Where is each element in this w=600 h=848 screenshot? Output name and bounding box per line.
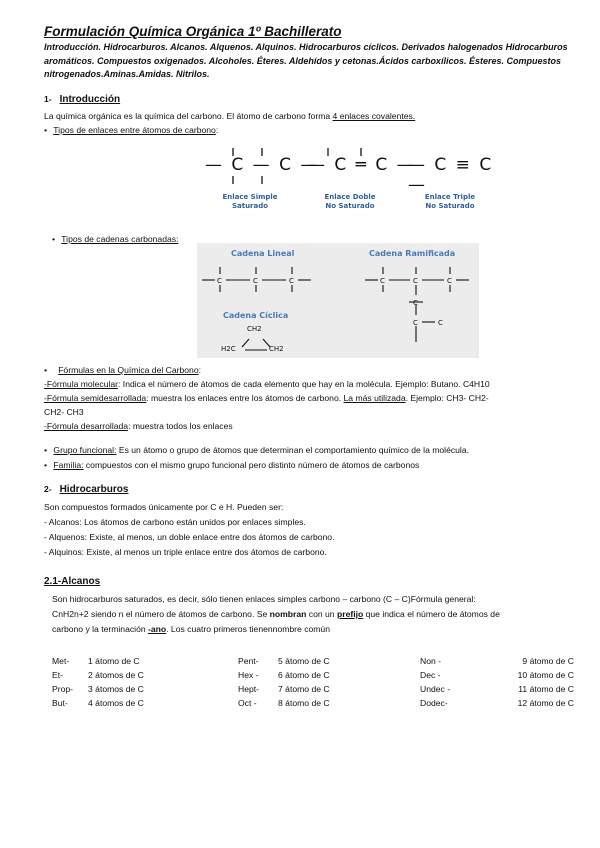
atom-c: C: [413, 319, 418, 327]
section-1-title: Introducción: [59, 94, 121, 105]
bond-line: [242, 339, 249, 347]
intro-topics: Introducción. Hidrocarburos. Alcanos. Alquenos. Alquinos. Hidrocarburos cíclicos. Derivados halogenados Hidrocarburos aromáticos. Compuestos oxigenados. Alcoholes. Éteres. Aldehídos y cetonas.Ácidos carboxílicos. Ésteres. Compuestos nitrogenados.Aminas.Amidas. Nitrilos.: [44, 42, 568, 79]
functional-group-label: Grupo funcional:: [53, 445, 117, 455]
section-1-number: 1-: [44, 94, 52, 104]
developed-formula-line: [44, 420, 233, 433]
intro-paragraph: [44, 110, 415, 123]
table-cell: Met-: [52, 656, 70, 666]
semi-formula-text: : muestra los enlaces entre los átomos de carbono.: [146, 393, 344, 403]
alkanes-line-2-mid: con un: [306, 609, 337, 619]
branched-chain-title: Cadena Ramificada: [369, 249, 456, 258]
table-cell: Oct -: [238, 698, 257, 708]
table-row: [52, 696, 574, 710]
functional-group-text: Es un átomo o grupo de átomos que determinan el comportamiento químico de la molécula.: [116, 445, 470, 455]
prefix-table: [52, 654, 574, 710]
cyclic-h2c: H2C: [221, 345, 236, 353]
table-cell: 9 átomo de C: [522, 656, 574, 666]
triple-bond-caption: [405, 193, 495, 211]
chains-svg: [197, 243, 479, 358]
cyclic-ch2-top: CH2: [247, 325, 262, 333]
table-cell: Et-: [52, 670, 63, 680]
molecular-formula-label: -Fórmula molecular: [44, 379, 119, 389]
single-bond-formula: — C — C —: [205, 155, 320, 175]
table-cell: Dec -: [420, 670, 441, 680]
table-cell: 5 átomo de C: [278, 656, 330, 666]
table-row: [52, 668, 574, 682]
hydrocarbons-line-3: - Alquenos: Existe, al menos, un doble enlace entre dos átomos de carbono.: [44, 532, 335, 542]
triple-bond-formula: — C ≡ C —: [408, 155, 494, 195]
table-cell: 8 átomo de C: [278, 698, 330, 708]
functional-group-bullet: [44, 444, 469, 457]
table-cell: Hex -: [238, 670, 259, 680]
prefijo-text: prefijo: [336, 609, 364, 619]
developed-formula-label: -Fórmula desarrollada: [44, 421, 129, 431]
section-2-heading: [44, 484, 128, 495]
cyclic-chain-title: Cadena Cíclica: [223, 311, 289, 320]
linear-chain-title: Cadena Lineal: [231, 249, 295, 258]
family-label: Familia:: [53, 460, 84, 470]
table-cell: 2 átomos de C: [88, 670, 144, 680]
cyclic-ch2-right: CH2: [269, 345, 284, 353]
general-formula: CnH2n+2: [52, 609, 89, 619]
atom-c: C: [438, 319, 443, 327]
double-bond-formula: — C ═ C —: [308, 155, 416, 175]
atom-c: C: [217, 277, 222, 285]
bonds-label: Tipos de enlaces entre átomos de carbono: [53, 125, 216, 135]
atom-c: C: [447, 277, 452, 285]
double-bond-caption-1: Enlace Doble: [324, 193, 376, 201]
table-row: [52, 654, 574, 668]
single-bond-caption: [205, 193, 295, 211]
double-bond-caption-2: No Saturado: [325, 202, 375, 210]
molecular-formula-text: : Indica el número de átomos de cada elemento que hay en la molécula. Ejemplo: Butano. C4H10: [118, 379, 490, 389]
semi-formula-label: -Fórmula semidesarrollada: [44, 393, 147, 403]
table-cell: Non -: [420, 656, 442, 666]
semi-formula-example-cont: CH2- CH3: [44, 407, 84, 417]
table-cell: Hept-: [238, 684, 260, 694]
family-text: compuestos con el mismo grupo funcional pero distinto número de átomos de carbonos: [83, 460, 420, 470]
alkanes-line-3-pre: carbono y la terminación: [52, 624, 149, 634]
single-bond-caption-1: Enlace Simple: [222, 193, 278, 201]
table-cell: But-: [52, 698, 68, 708]
section-2-title: Hidrocarburos: [59, 484, 129, 495]
page-title: Formulación Química Orgánica 1º Bachillerato: [44, 24, 342, 39]
alkanes-line-3: [52, 623, 330, 636]
table-cell: 12 átomo de C: [517, 698, 574, 708]
most-used-text: La más utilizada: [343, 393, 406, 403]
hydrocarbons-line-2: - Alcanos: Los átomos de carbono están unidos por enlaces simples.: [44, 517, 306, 527]
hydrocarbons-line-1: Son compuestos formados únicamente por C e H. Pueden ser:: [44, 502, 284, 512]
table-cell: 4 átomos de C: [88, 698, 144, 708]
alkanes-line-3-post: . Los cuatro primeros tienennombre común: [166, 624, 330, 634]
family-bullet: [44, 459, 419, 472]
table-cell: 7 átomo de C: [278, 684, 330, 694]
atom-c: C: [413, 277, 418, 285]
table-cell: Prop-: [52, 684, 74, 694]
table-row: [52, 682, 574, 696]
alkanes-line-2-pre: siendo n el número de átomos de carbono. Se: [88, 609, 270, 619]
covalent-bonds-text: 4 enlaces covalentes.: [332, 111, 416, 121]
bond-types-figure: [205, 143, 495, 223]
single-bond-caption-2: Saturado: [231, 202, 269, 210]
atom-c: C: [289, 277, 294, 285]
triple-bond-caption-1: Enlace Triple: [424, 193, 476, 201]
alkanes-line-2: [52, 608, 500, 621]
double-bond-caption: [305, 193, 395, 211]
prefix-table-body: [52, 654, 574, 710]
intro-text: La química orgánica es la química del carbono. El átomo de carbono forma: [44, 111, 333, 121]
section-2-number: 2-: [44, 484, 52, 494]
formulas-label: Fórmulas en la Química del Carbono: [58, 365, 199, 375]
table-cell: Pent-: [238, 656, 259, 666]
section-2-1-heading: [44, 576, 100, 587]
table-cell: 11 átomo de C: [518, 684, 574, 694]
formulas-colon: :: [198, 365, 202, 375]
alkanes-line-1: Son hidrocarburos saturados, es decir, sólo tienen enlaces simples carbono – carbono (C – C)Fórmula general:: [52, 594, 476, 604]
table-cell: Undec -: [420, 684, 451, 694]
molecular-formula-line: [44, 378, 490, 391]
chains-label: Tipos de cadenas carbonadas:: [61, 234, 179, 244]
bonds-bullet: [44, 124, 218, 137]
semi-formula-example: . Ejemplo: CH3- CH2-: [405, 393, 489, 403]
formulas-bullet: [44, 364, 201, 377]
atom-c: C: [413, 299, 418, 307]
developed-formula-text: : muestra todos los enlaces: [128, 421, 233, 431]
triple-bond-caption-2: No Saturado: [425, 202, 475, 210]
chains-bullet: [52, 233, 178, 246]
alkanes-line-2-post: que indica el número de átomos de: [363, 609, 500, 619]
table-cell: Dodec-: [420, 698, 448, 708]
table-cell: 6 átomo de C: [278, 670, 330, 680]
section-2-1-title: 2.1-Alcanos: [44, 576, 101, 587]
semi-formula-line: [44, 392, 489, 405]
atom-c: C: [380, 277, 385, 285]
atom-c: C: [253, 277, 258, 285]
bonds-colon: :: [215, 125, 219, 135]
hydrocarbons-line-4: - Alquinos: Existe, al menos un triple enlace entre dos átomos de carbono.: [44, 547, 327, 557]
ano-suffix: -ano: [148, 624, 167, 634]
table-cell: 3 átomos de C: [88, 684, 144, 694]
nombran-text: nombran: [269, 609, 307, 619]
table-cell: 1 átomo de C: [88, 656, 140, 666]
section-1-heading: [44, 94, 120, 105]
carbon-chains-figure: [197, 243, 479, 358]
table-cell: 10 átomo de C: [517, 670, 574, 680]
